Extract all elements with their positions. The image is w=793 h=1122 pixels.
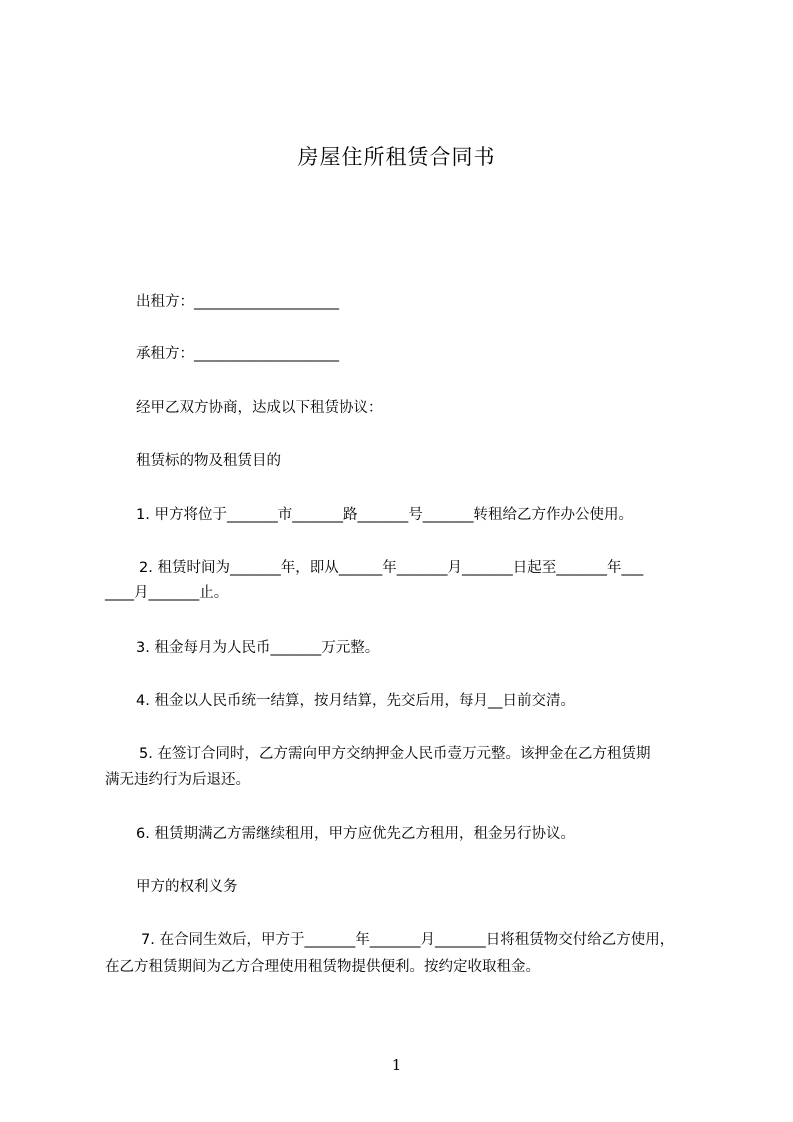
clause-5-line-1: 5. 在签订合同时，乙方需向甲方交纳押金人民币壹万元整。该押金在乙方租赁期 (139, 746, 651, 762)
clause-1: 1. 甲方将位于_______市_______路_______号_______转租给乙方作办公使用。 (136, 507, 633, 523)
clause-2-line-2: ____月_______止。 (105, 585, 229, 601)
lessee-line: 承租方：____________________ (136, 346, 339, 362)
clause-2-line-1: 2. 租赁时间为_______年，即从______年_______月_______日起至_______年___ (139, 560, 644, 576)
clause-5-line-2: 满无违约行为后退还。 (105, 772, 250, 788)
section-heading-lease-object: 租赁标的物及租赁目的 (136, 453, 281, 469)
section-heading-lessor-rights: 甲方的权利义务 (136, 879, 238, 895)
intro-paragraph: 经甲乙双方协商，达成以下租赁协议： (136, 400, 383, 416)
lessor-line: 出租方：____________________ (136, 294, 339, 310)
clause-4: 4. 租金以人民币统一结算，按月结算，先交后用，每月__日前交清。 (136, 693, 575, 709)
document-title: 房屋住所租赁合同书 (297, 145, 496, 169)
clause-3: 3. 租金每月为人民币_______万元整。 (136, 640, 380, 656)
page-number: 1 (391, 1056, 402, 1074)
clause-6: 6. 租赁期满乙方需继续租用，甲方应优先乙方租用，租金另行协议。 (136, 826, 575, 842)
clause-7-line-2: 在乙方租赁期间为乙方合理使用租赁物提供便利。按约定收取租金。 (105, 959, 540, 975)
clause-7-line-1: 7. 在合同生效后，甲方于_______年_______月_______日将租赁物交付给乙方使用， (141, 932, 675, 948)
